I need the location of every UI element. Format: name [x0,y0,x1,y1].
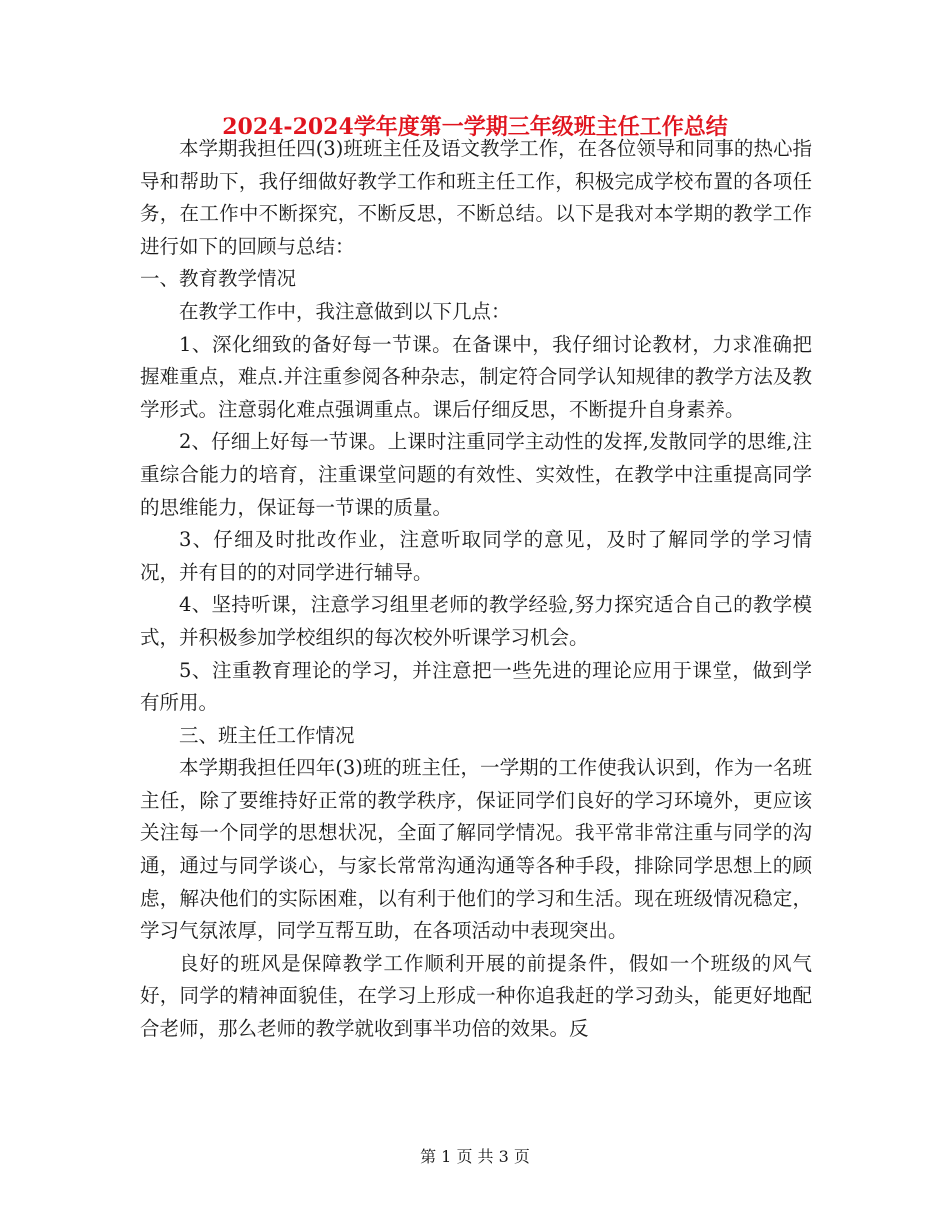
page-number: 第 1 页 共 3 页 [420,1147,530,1166]
paragraph-class-spirit: 良好的班风是保障教学工作顺利开展的前提条件，假如一个班级的风气好，同学的精神面貌佳，在学习上形成一种你追我赶的学习劲头，能更好地配合老师，那么老师的教学就收到事半功倍的效果。反 [140,951,812,1041]
paragraph-teaching-points: 在教学工作中，我注意做到以下几点： [179,299,511,323]
paragraph-point-1: 1、深化细致的备好每一节课。在备课中，我仔细讨论教材，力求准确把握难重点，难点.并注重参阅各种杂志，制定符合同学认知规律的教学方法及教学形式。注意弱化难点强调重点。课后仔细反思，不断提升自身素养。 [140,332,812,421]
paragraph-point-2: 2、仔细上好每一节课。上课时注重同学主动性的发挥,发散同学的思维,注重综合能力的培育，注重课堂问题的有效性、实效性，在教学中注重提高同学的思维能力，保证每一节课的质量。 [140,430,812,519]
paragraph-intro: 本学期我担任四(3)班班主任及语文教学工作，在各位领导和同事的热心指导和帮助下，我仔细做好教学工作和班主任工作，积极完成学校布置的各项任务，在工作中不断探究，不断反思，不断总结。以下是我对本学期的教学工作进行如下的回顾与总结： [140,137,812,258]
document-title: 2024-2024学年度第一学期三年级班主任工作总结 [222,114,728,140]
paragraph-point-4: 4、坚持听课，注意学习组里老师的教学经验,努力探究适合自己的教学模式，并积极参加学校组织的每次校外听课学习机会。 [140,593,812,649]
section-heading-teaching: 一、教育教学情况 [140,267,297,291]
document-body [140,133,812,1046]
paragraph-class-teacher: 本学期我担任四年(3)班的班主任，一学期的工作使我认识到，作为一名班主任，除了要维持好正常的教学秩序，保证同学们良好的学习环境外，更应该关注每一个同学的思想状况，全面了解同学情况。我平常非常注重与同学的沟通，通过与同学谈心，与家长常常沟通沟通等各种手段，排除同学思想上的顾虑，解决他们的实际困难，以有利于他们的学习和生活。现在班级情况稳定，学习气氛浓厚，同学互帮互助，在各项活动中表现突出。 [140,756,812,943]
paragraph-point-5: 5、注重教育理论的学习，并注意把一些先进的理论应用于课堂，做到学有所用。 [140,658,812,715]
section-heading-class-teacher: 三、班主任工作情况 [179,723,355,747]
paragraph-point-3: 3、仔细及时批改作业，注意听取同学的意见，及时了解同学的学习情况，并有目的的对同学进行辅导。 [140,528,812,584]
